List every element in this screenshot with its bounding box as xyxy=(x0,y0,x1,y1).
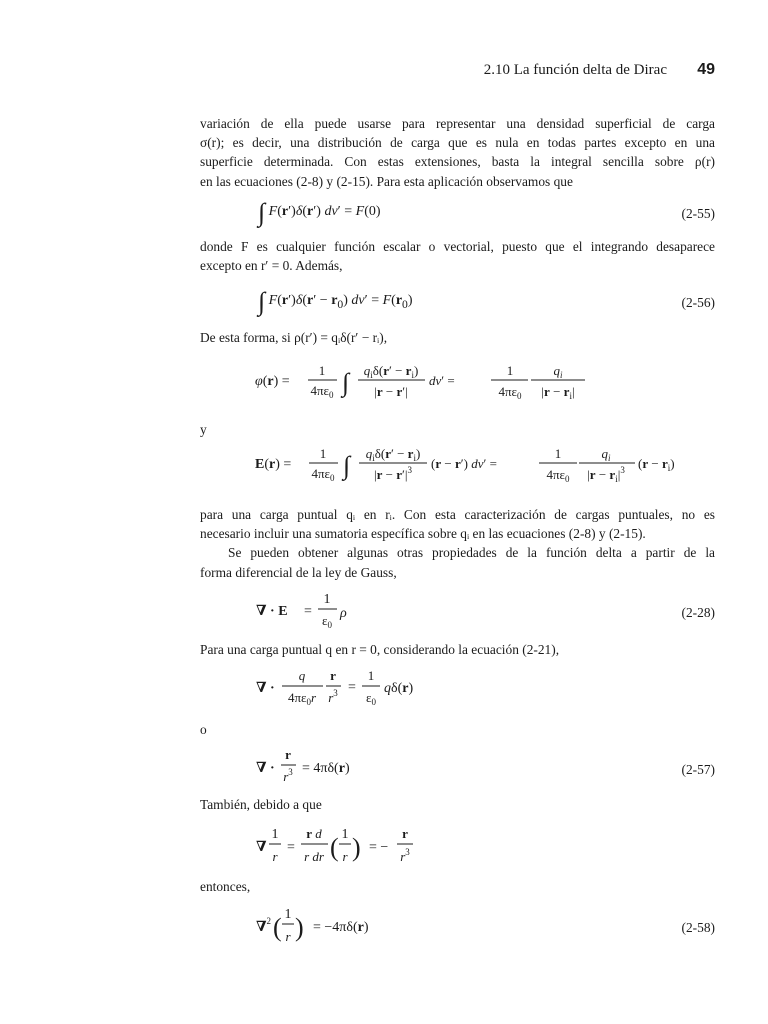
svg-text:r3: $r^3$ xyxy=(400,847,410,864)
svg-text:ε0: $\varepsilon_0$ xyxy=(366,690,376,707)
svg-text:(: ( xyxy=(273,913,282,942)
paragraph-1 xyxy=(200,114,715,191)
svg-text:∫: ∫ xyxy=(342,368,350,397)
text-line: entonces, xyxy=(200,879,251,894)
svg-text:): ) xyxy=(352,833,361,862)
text-line: variación de ella puede usarse para representar una densidad superficial de carga xyxy=(200,116,715,131)
svg-text:r3: $r^3$ xyxy=(283,767,293,784)
svg-text:|r − r′|3: $|r - r'|^3$ xyxy=(374,465,412,482)
svg-text:qiδ(r′ − ri): $q_i\delta(r' - r_i)$ xyxy=(365,446,421,463)
text-line: excepto en r′ = 0. Además, xyxy=(200,258,343,274)
svg-text:r: r xyxy=(330,668,336,683)
svg-text:ε0: $\varepsilon_0$ xyxy=(322,613,332,630)
svg-text:4πε0: $4\pi\varepsilon_0$ xyxy=(546,467,570,484)
svg-text:=: = xyxy=(304,604,312,619)
connector-entonces xyxy=(200,877,715,896)
svg-text:1: 1 xyxy=(341,827,349,842)
svg-text:ρ: ρ xyxy=(340,606,347,621)
equation-number-2-56: (2-56) xyxy=(681,295,715,310)
running-header xyxy=(200,62,715,82)
svg-text:r: r xyxy=(342,849,348,864)
svg-text:E(r) =: E(r) = xyxy=(255,457,292,472)
svg-text:1: 1 xyxy=(554,446,562,461)
svg-text:1: 1 xyxy=(367,668,375,683)
svg-text:=: = xyxy=(348,680,356,695)
text-line: en las ecuaciones (2-8) y (2-15). Para esta aplicación observamos que xyxy=(200,173,573,189)
equation-2-56: ∫ $F(r')\delta(r' - r_0)$ $dv' = F(r_0)$ xyxy=(258,287,413,316)
svg-text:4πε0: $4\pi\varepsilon_0$ xyxy=(311,466,335,483)
text-line: para una carga puntual qᵢ en rᵢ. Con esta caracterización de cargas puntuales, no es xyxy=(200,507,715,522)
svg-text:∇: ∇ xyxy=(256,840,267,855)
equation-number-2-57: (2-57) xyxy=(681,762,715,777)
svg-text:1: 1 xyxy=(323,592,331,607)
svg-text:r d: r d xyxy=(306,826,322,841)
svg-text:(: ( xyxy=(330,833,339,862)
equation-gradient xyxy=(256,823,436,875)
svg-text:1: 1 xyxy=(506,363,514,378)
paragraph-5 xyxy=(200,640,715,659)
svg-text:qiδ(r′ − ri): $q_i\delta(r' - r_i)$ xyxy=(363,363,419,380)
equation-2-58 xyxy=(256,903,416,955)
page-number: 49 xyxy=(697,61,715,78)
paragraph-3 xyxy=(200,328,715,347)
paragraph-2 xyxy=(200,237,715,275)
svg-text:1: 1 xyxy=(318,363,326,378)
svg-text:qi: $q_i$ xyxy=(553,363,563,380)
text-line: Se pueden obtener algunas otras propiedades de la función delta a partir de la xyxy=(228,545,715,561)
svg-text:|r − ri|: $|r - r_i|$ xyxy=(541,384,575,401)
svg-text:∇ · E: ∇ · E xyxy=(256,604,288,619)
text-line: σ(r); es decir, una distribución de carga que es nula en todas partes excepto en una xyxy=(200,135,715,151)
svg-text:1: 1 xyxy=(319,446,327,461)
svg-text:r dr: r dr xyxy=(304,849,324,864)
svg-text:r: r xyxy=(285,929,291,944)
svg-text:): ) xyxy=(295,913,304,942)
svg-text:∇ ·: ∇ · xyxy=(256,681,275,696)
svg-text:(r − ri): $(r - r_i)$ xyxy=(638,456,675,473)
text-line: Para una carga puntual q en r = 0, considerando la ecuación (2-21), xyxy=(200,642,560,657)
equation-2-28 xyxy=(256,588,396,638)
svg-text:1: 1 xyxy=(271,827,279,842)
text-line: forma diferencial de la ley de Gauss, xyxy=(200,564,397,580)
equation-2-57 xyxy=(256,747,396,793)
svg-text:dv′ =: dv′ = xyxy=(429,373,455,388)
svg-text:= 4πδ(r): = 4πδ(r) xyxy=(302,761,350,776)
svg-text:∇2: ∇$^2$ xyxy=(256,916,272,935)
svg-text:r: r xyxy=(285,747,291,762)
text-line: o xyxy=(200,722,207,737)
equation-number-2-58: (2-58) xyxy=(681,920,715,935)
text-line: necesario incluir una sumatoria específica sobre qᵢ en las ecuaciones (2-8) y (2-15). xyxy=(200,526,646,542)
svg-text:r: r xyxy=(402,826,408,841)
svg-text:r: r xyxy=(272,849,278,864)
equation-point-charge xyxy=(256,667,456,715)
svg-text:φ(r) =: φ(r) = xyxy=(255,374,290,389)
svg-text:q: q xyxy=(298,668,306,683)
svg-text:=: = xyxy=(287,840,295,855)
svg-text:|r − r′|: |r − r′| xyxy=(374,384,408,399)
equation-number-2-55: (2-55) xyxy=(681,206,715,221)
text-line: y xyxy=(200,422,207,437)
svg-text:4πε0r: $4\pi\varepsilon_0r$ xyxy=(287,690,317,707)
connector-o xyxy=(200,720,715,739)
text-line: donde F es cualquier función escalar o vectorial, puesto que el integrando desaparece xyxy=(200,239,715,254)
equation-number-2-28: (2-28) xyxy=(681,605,715,620)
svg-text:∇ ·: ∇ · xyxy=(256,761,275,776)
equation-potential xyxy=(255,355,595,411)
svg-text:= −4πδ(r): = −4πδ(r) xyxy=(313,920,369,935)
svg-text:(r − r′) dv′ =: (r − r′) dv′ = xyxy=(431,456,497,471)
svg-text:qδ(r): qδ(r) xyxy=(384,681,414,696)
running-header-title: 2.10 La función delta de Dirac xyxy=(483,62,667,78)
text-line: También, debido a que xyxy=(200,797,322,812)
text-line: superficie determinada. Con estas extensiones, basta la integral sencilla sobre ρ(r) xyxy=(200,154,715,170)
paragraph-4 xyxy=(200,505,715,582)
equation-2-55: ∫ F(r′)δ(r′) dv′ = F(0) xyxy=(258,198,381,227)
paragraph-6 xyxy=(200,795,715,814)
svg-text:4πε0: $4\pi\varepsilon_0$ xyxy=(498,384,522,401)
equation-field xyxy=(255,437,695,495)
svg-text:r3: $r^3$ xyxy=(328,688,338,705)
text-line: De esta forma, si ρ(r′) = qᵢδ(r′ − rᵢ), xyxy=(200,330,388,345)
svg-text:|r − ri|3: $|r - r_i|^3$ xyxy=(587,465,625,484)
svg-text:= −: = − xyxy=(369,840,389,855)
svg-text:4πε0: $4\pi\varepsilon_0$ xyxy=(310,383,334,400)
svg-text:∫: ∫ xyxy=(343,451,351,480)
svg-text:1: 1 xyxy=(284,907,292,922)
svg-text:qi: $q_i$ xyxy=(601,446,611,463)
